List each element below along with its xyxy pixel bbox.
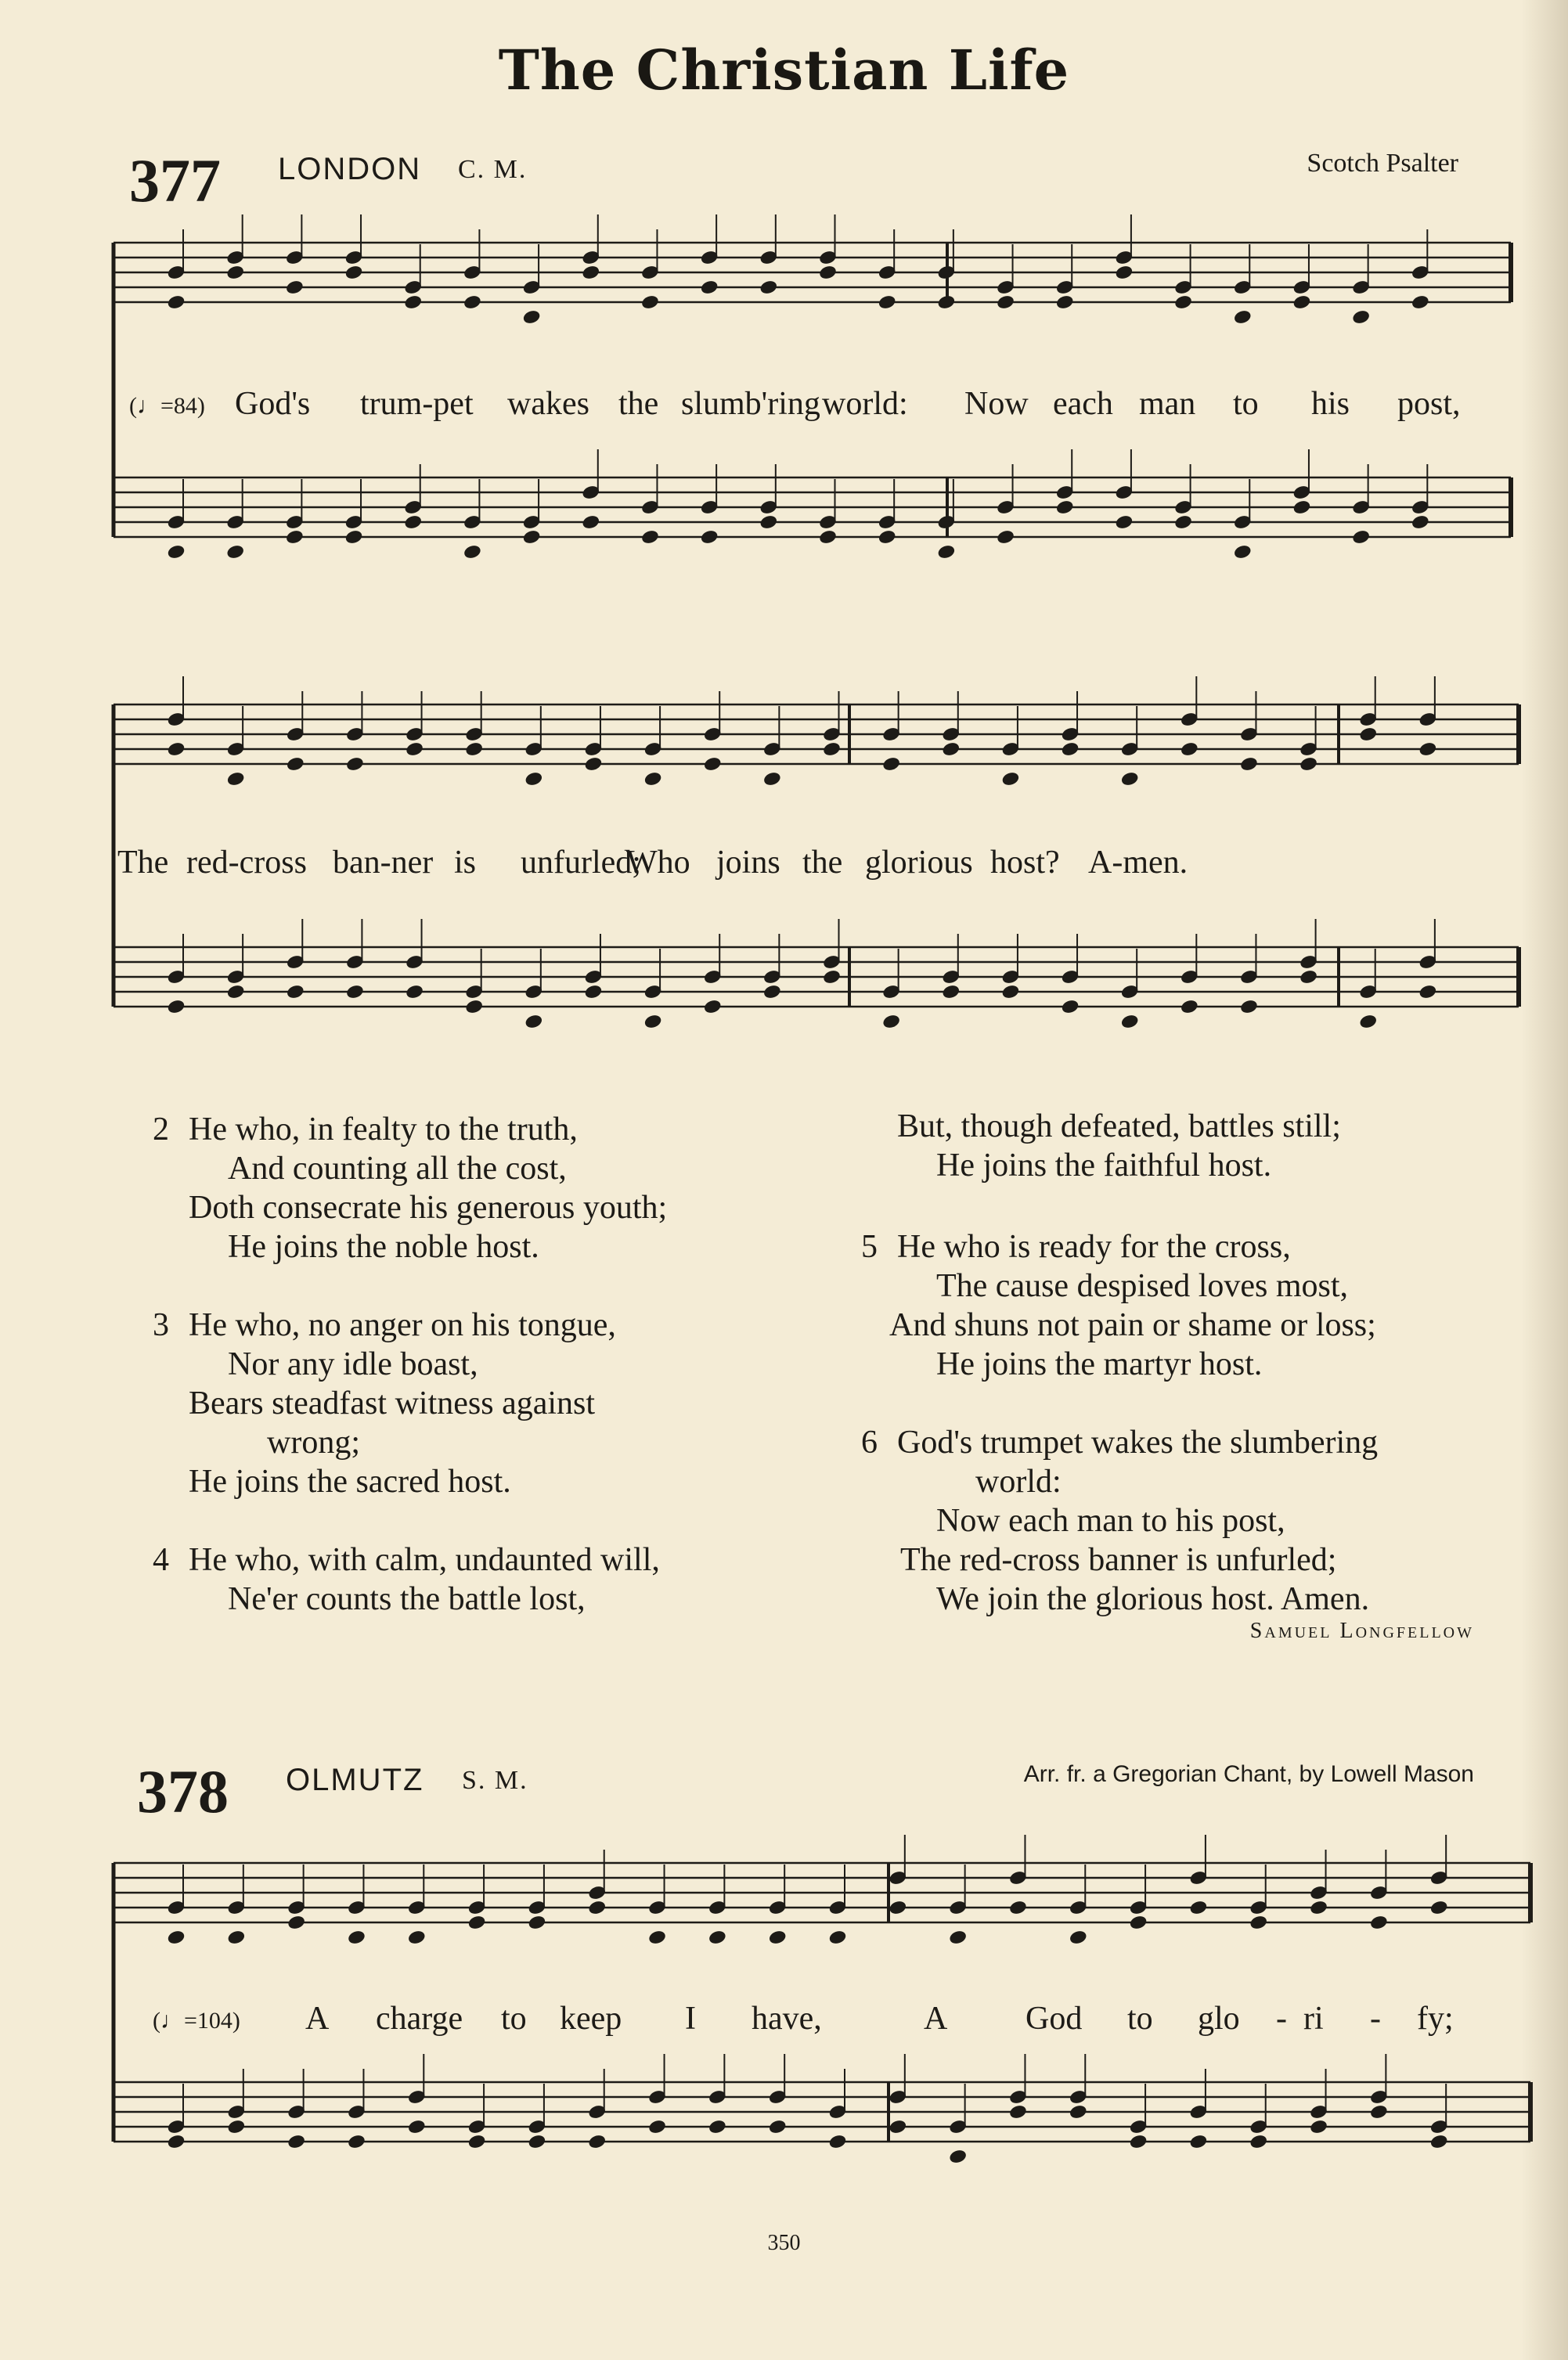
page-number: 350: [767, 2231, 801, 2255]
tune-source: Scotch Psalter: [1307, 149, 1458, 178]
verse-line: Doth consecrate his generous youth;: [189, 1190, 668, 1226]
verse: [153, 1540, 660, 1619]
verse-line: He joins the martyr host.: [936, 1346, 1263, 1382]
verse-number: 4: [153, 1542, 169, 1578]
lyric-syllable: wakes: [507, 386, 589, 422]
lyric-syllable: have,: [752, 2001, 822, 2037]
tempo-marking: (♩=104): [153, 2008, 240, 2034]
lyric-syllable: ri: [1303, 2001, 1324, 2037]
verse-text: He who, no anger on his tongue,: [189, 1307, 616, 1343]
verse-number: 3: [153, 1307, 169, 1343]
lyric-syllable: -: [1276, 2001, 1287, 2037]
lyric-syllable: keep: [560, 2001, 622, 2037]
verse-line: Ne'er counts the battle lost,: [228, 1581, 586, 1617]
lyric-syllable: slumb'ring: [681, 386, 820, 422]
lyric-syllable: unfurled;: [521, 845, 641, 881]
verse: [153, 1306, 616, 1501]
lyric-syllable: is: [454, 845, 477, 881]
lyric-syllable: red-cross: [186, 845, 307, 881]
lyric-syllable: world:: [822, 386, 908, 422]
lyric-syllable: A-men.: [1088, 845, 1188, 881]
verse-line: Now each man to his post,: [936, 1503, 1285, 1539]
lyric-syllable: host?: [990, 845, 1060, 881]
verse-number: 2: [153, 1112, 169, 1148]
verse-line: He joins the noble host.: [228, 1229, 539, 1265]
lyric-syllable: each: [1053, 386, 1113, 422]
lyric-syllable: -: [1370, 2001, 1381, 2037]
verse-text: He who, in fealty to the truth,: [189, 1112, 578, 1148]
lyric-syllable: God's: [235, 386, 311, 422]
verse-line: And shuns not pain or shame or loss;: [889, 1307, 1376, 1343]
lyric-syllable: trum-pet: [360, 386, 474, 422]
verse-number: 6: [861, 1425, 878, 1461]
lyric-syllable: man: [1139, 386, 1196, 422]
lyric-syllable: The: [117, 845, 169, 881]
verse-line: [153, 1110, 667, 1149]
lyric-syllable: post,: [1397, 386, 1461, 422]
tune-name: LONDON: [278, 152, 422, 186]
verse-line: He joins the faithful host.: [936, 1148, 1272, 1184]
verse-line: The cause despised loves most,: [936, 1268, 1349, 1304]
lyric-syllable: ban-ner: [333, 845, 434, 881]
lyric-syllable: glorious: [865, 845, 973, 881]
hymn-378-header: [0, 1753, 1568, 1839]
verse-number: 5: [861, 1229, 878, 1265]
lyric-syllable: Now: [964, 386, 1029, 422]
verse: [861, 1107, 1341, 1185]
verse-line: world:: [975, 1464, 1062, 1500]
lyric-syllable: I: [685, 2001, 696, 2037]
lyric-syllable: the: [802, 845, 843, 881]
verse: [153, 1110, 667, 1266]
lyric-syllable: A: [924, 2001, 948, 2037]
tune-source: Arr. fr. a Gregorian Chant, by Lowell Mason: [1023, 1761, 1474, 1787]
verse-line: But, though defeated, battles still;: [897, 1108, 1341, 1144]
verse-line: [861, 1423, 1378, 1462]
lyric-syllable: to: [501, 2001, 527, 2037]
lyric-syllable: to: [1233, 386, 1259, 422]
section-title: The Christian Life: [498, 38, 1070, 103]
verse: [861, 1423, 1378, 1619]
lyric-syllable: Who: [626, 845, 690, 881]
verse-line: He joins the sacred host.: [189, 1464, 511, 1500]
author: Samuel Longfellow: [1249, 1619, 1474, 1643]
verse-line: And counting all the cost,: [228, 1151, 567, 1187]
lyric-syllable: charge: [376, 2001, 463, 2037]
lyric-syllable: his: [1311, 386, 1350, 422]
verse-line: [153, 1540, 660, 1580]
tempo-marking: (♩=84): [129, 393, 205, 419]
lyric-syllable: fy;: [1417, 2001, 1454, 2037]
verse-line: [153, 1306, 616, 1345]
verse-line: The red-cross banner is unfurled;: [900, 1542, 1337, 1578]
verse: [861, 1227, 1376, 1384]
verse-text: He who is ready for the cross,: [897, 1229, 1291, 1265]
verse-text: He who, with calm, undaunted will,: [189, 1542, 660, 1578]
lyric-syllable: glo: [1198, 2001, 1240, 2037]
verse-line: Nor any idle boast,: [228, 1346, 478, 1382]
verse-text: God's trumpet wakes the slumbering: [897, 1425, 1379, 1461]
lyric-syllable: to: [1127, 2001, 1153, 2037]
lyric-syllable: joins: [716, 845, 780, 881]
hymn-number: 378: [137, 1757, 229, 1825]
lyric-syllable: God: [1026, 2001, 1083, 2037]
tune-name: OLMUTZ: [286, 1763, 424, 1797]
lyric-syllable: the: [618, 386, 659, 422]
meter: C. M.: [458, 155, 528, 184]
verse-line: We join the glorious host. Amen.: [936, 1581, 1370, 1617]
meter: S. M.: [462, 1766, 528, 1795]
verse-line: [861, 1227, 1376, 1266]
verse-line: wrong;: [267, 1425, 360, 1461]
hymn-number: 377: [129, 146, 221, 214]
verse-line: Bears steadfast witness against: [189, 1385, 596, 1421]
lyric-syllable: A: [305, 2001, 330, 2037]
